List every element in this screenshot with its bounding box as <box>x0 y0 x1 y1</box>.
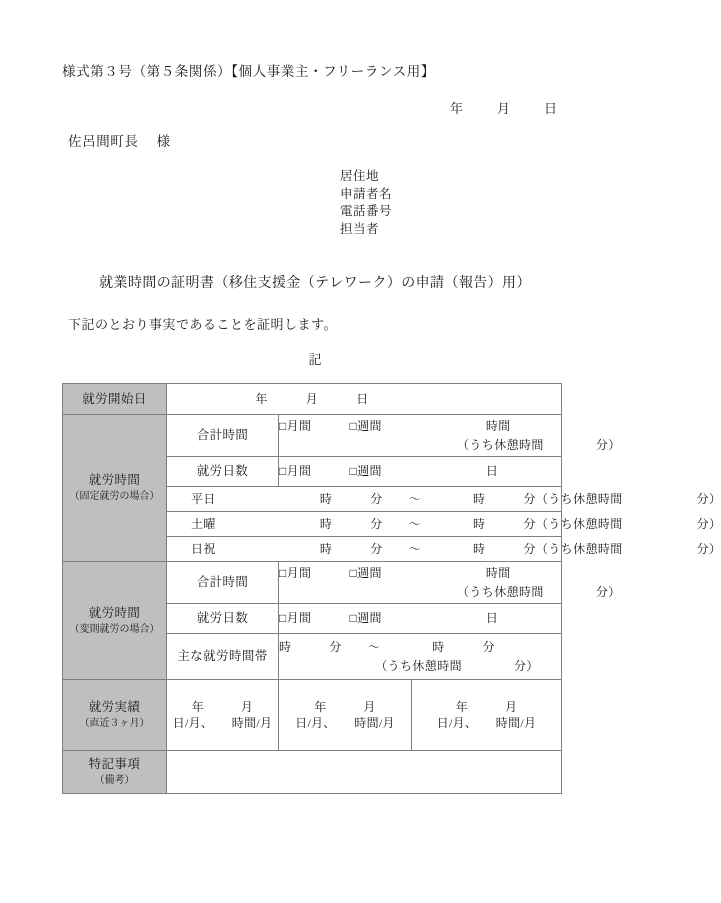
fixed-saturday-start-min: 分 <box>370 516 383 531</box>
table-row <box>63 562 562 604</box>
fixed-weekday-tilde: ～ <box>408 491 422 506</box>
date-line <box>450 98 558 117</box>
variable-total-break-unit: 分） <box>595 585 621 599</box>
work-record-month-1-detail: 日/月、 時間/月 <box>172 716 273 730</box>
certification-statement: 下記のとおり事実であることを証明します。 <box>68 317 337 332</box>
variable-total-checkbox-monthly[interactable]: □月間 <box>279 565 312 580</box>
fixed-holiday-break-note: （うち休憩時間 <box>535 541 623 556</box>
fixed-holiday-name: 日祝 <box>191 541 216 556</box>
fixed-total-break-unit: 分） <box>595 438 621 452</box>
remarks-label-sub: （備考） <box>94 775 135 787</box>
work-record-month-2-detail: 日/月、 時間/月 <box>295 716 395 730</box>
start-date-value-cell[interactable] <box>167 384 562 415</box>
variable-band-tilde: ～ <box>367 639 381 654</box>
work-record-month-3-cell[interactable] <box>412 680 562 751</box>
fixed-holiday-tilde: ～ <box>408 541 422 556</box>
remarks-value-cell[interactable] <box>167 751 562 794</box>
fixed-weekday-start-min: 分 <box>370 491 383 506</box>
fixed-weekday-break-unit: 分） <box>696 491 721 506</box>
work-record-month-1-cell[interactable] <box>167 680 279 751</box>
row-label-work-record <box>63 680 167 751</box>
variable-band-break-unit: 分） <box>514 659 539 673</box>
work-hours-table <box>62 383 721 794</box>
table-row <box>63 751 562 794</box>
fixed-weekday-break-note: （うち休憩時間 <box>535 491 623 506</box>
variable-total-break-note: （うち休憩時間 <box>457 585 544 599</box>
fixed-days-checkbox-monthly[interactable]: □月間 <box>279 464 312 479</box>
work-record-month-2-cell[interactable] <box>279 680 412 751</box>
variable-total-unit-hours: 時間 <box>485 565 511 580</box>
variable-days-checkbox-weekly[interactable]: □週間 <box>349 611 382 626</box>
fixed-weekday-end-hour: 時 <box>473 491 486 506</box>
variable-main-band-value-cell[interactable] <box>279 634 562 680</box>
row-label-fixed-work-hours <box>63 415 167 562</box>
start-date-day: 日 <box>356 391 369 406</box>
fixed-saturday-name: 土曜 <box>191 516 216 531</box>
variable-work-days-value-cell[interactable] <box>279 604 562 634</box>
variable-band-start-min: 分 <box>329 639 342 654</box>
fixed-saturday-row-cell[interactable] <box>167 512 721 537</box>
fixed-holiday-break-unit: 分） <box>696 541 721 556</box>
fixed-total-break-note: （うち休憩時間 <box>457 438 544 452</box>
work-record-month-2-ym: 年 月 <box>314 699 376 714</box>
record-label-main: 就労実績 <box>88 700 141 715</box>
fixed-work-days-label: 就労日数 <box>167 457 279 487</box>
table-row <box>63 415 562 457</box>
date-month-label: 月 <box>497 101 511 116</box>
variable-band-end-min: 分 <box>482 639 496 654</box>
fixed-saturday-end-min: 分 <box>523 516 536 531</box>
fixed-saturday-tilde: ～ <box>408 516 422 531</box>
fixed-total-hours-value-cell[interactable] <box>279 415 621 457</box>
fixed-saturday-end-hour: 時 <box>473 516 486 531</box>
remarks-label-main: 特記事項 <box>88 757 141 772</box>
variable-work-days-label: 就労日数 <box>167 604 279 634</box>
fixed-weekday-end-min: 分 <box>523 491 536 506</box>
variable-label-sub: （変則就労の場合） <box>69 623 160 635</box>
variable-total-checkbox-weekly[interactable]: □週間 <box>349 565 382 580</box>
fixed-days-unit: 日 <box>485 464 499 479</box>
record-label-sub: （直近３ヶ月） <box>79 718 150 730</box>
table-row <box>63 680 562 751</box>
addressee-name: 佐呂間町長 <box>68 134 139 149</box>
form-number: 様式第３号（第５条関係）【個人事業主・フリーランス用】 <box>62 64 436 79</box>
applicant-field-name: 申請者名 <box>340 186 393 201</box>
document-title: 就業時間の証明書（移住支援金（テレワーク）の申請（報告）用） <box>99 276 531 291</box>
fixed-total-hours-label: 合計時間 <box>167 415 279 457</box>
work-record-month-3-detail: 日/月、 時間/月 <box>436 716 537 730</box>
fixed-work-days-value-cell[interactable] <box>279 457 562 487</box>
variable-days-checkbox-monthly[interactable]: □月間 <box>279 611 312 626</box>
row-label-start-date: 就労開始日 <box>63 384 167 415</box>
ki-mark: 記 <box>308 352 322 367</box>
fixed-label-main: 就労時間 <box>88 473 141 488</box>
variable-total-hours-value-cell[interactable] <box>279 562 621 604</box>
fixed-total-checkbox-monthly[interactable]: □月間 <box>279 418 312 433</box>
fixed-saturday-start-hour: 時 <box>319 516 333 531</box>
fixed-saturday-break-note: （うち休憩時間 <box>535 516 623 531</box>
start-date-year: 年 <box>255 391 268 406</box>
variable-band-end-hour: 時 <box>432 639 445 654</box>
fixed-holiday-end-hour: 時 <box>473 541 486 556</box>
variable-label-main: 就労時間 <box>88 605 141 620</box>
fixed-saturday-break-unit: 分） <box>696 516 721 531</box>
applicant-info-block <box>340 168 392 238</box>
fixed-weekday-start-hour: 時 <box>319 491 333 506</box>
fixed-weekday-row-cell[interactable] <box>167 487 721 512</box>
addressee-line <box>68 130 171 150</box>
variable-band-start-hour: 時 <box>279 639 292 654</box>
fixed-total-checkbox-weekly[interactable]: □週間 <box>349 418 382 433</box>
fixed-holiday-start-min: 分 <box>370 541 383 556</box>
variable-total-hours-label: 合計時間 <box>167 562 279 604</box>
fixed-days-checkbox-weekly[interactable]: □週間 <box>349 464 382 479</box>
applicant-field-contact: 担当者 <box>340 221 380 236</box>
fixed-holiday-end-min: 分 <box>523 541 536 556</box>
variable-main-band-label: 主な就労時間帯 <box>167 634 279 680</box>
work-record-month-3-ym: 年 月 <box>455 699 518 714</box>
row-label-remarks <box>63 751 167 794</box>
variable-band-break-note: （うち休憩時間 <box>375 659 462 673</box>
fixed-label-sub: （固定就労の場合） <box>69 491 160 503</box>
fixed-weekday-name: 平日 <box>191 491 216 506</box>
row-label-variable-work-hours <box>63 562 167 680</box>
applicant-field-phone: 電話番号 <box>340 204 393 218</box>
fixed-total-unit-hours: 時間 <box>485 418 511 433</box>
applicant-field-residence: 居住地 <box>340 169 380 183</box>
fixed-holiday-start-hour: 時 <box>319 541 333 556</box>
table-row <box>63 384 562 415</box>
start-date-month: 月 <box>305 391 319 406</box>
work-record-month-1-ym: 年 月 <box>191 699 254 714</box>
variable-days-unit: 日 <box>485 611 499 626</box>
date-year-label: 年 <box>450 101 464 116</box>
fixed-holiday-row-cell[interactable] <box>167 537 721 562</box>
addressee-honorific: 様 <box>156 134 171 149</box>
date-day-label: 日 <box>544 101 558 116</box>
